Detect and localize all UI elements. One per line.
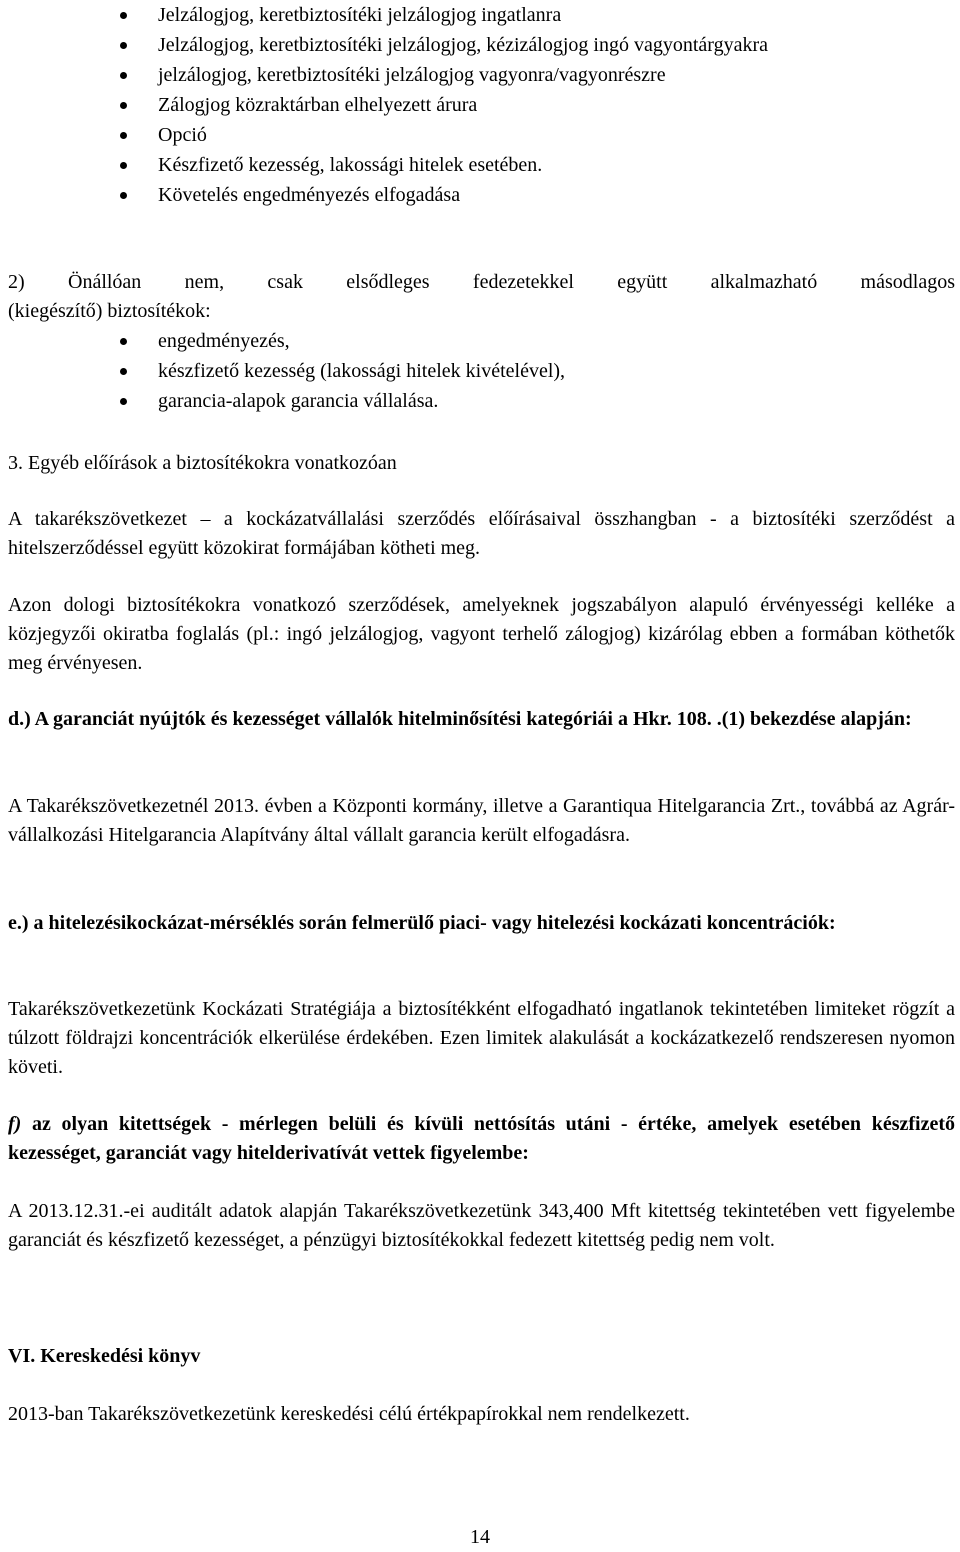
bullet-icon [120, 192, 127, 199]
bullet-icon [120, 338, 127, 345]
list-item: Zálogjog közraktárban elhelyezett árura [8, 90, 955, 120]
list-item: Jelzálogjog, keretbiztosítéki jelzálogjog ingatlanra [8, 0, 955, 30]
list-item: jelzálogjog, keretbiztosítéki jelzálogjog vagyonra/vagyonrészre [8, 60, 955, 90]
list-item: készfizető kezesség (lakossági hitelek kivételével), [8, 356, 955, 386]
bullet-icon [120, 102, 127, 109]
section-2 [8, 268, 955, 416]
section-3-heading: 3. Egyéb előírások a biztosítékokra vonatkozóan [8, 452, 397, 474]
section-d-heading: d.) A garanciát nyújtók és kezességet vállalók hitelminősítési kategóriái a Hkr. 108. .(1) bekezdése alapján: [8, 708, 912, 730]
bullet-icon [120, 132, 127, 139]
section-3-para-1: A takarékszövetkezet – a kockázatvállalási szerződés előírásaival összhangban - a biztosítéki szerződést a hitelszerződéssel együtt közokirat formájában kötheti meg. [8, 508, 955, 559]
section-e-heading: e.) a hitelezésikockázat-mérséklés során felmerülő piaci- vagy hitelezési kockázati koncentrációk: [8, 912, 836, 934]
bullet-icon [120, 12, 127, 19]
section-f-heading: f) az olyan kitettségek - mérlegen belüli és kívüli nettósítás utáni - értéke, amelyek esetében készfizető kezességet, garanciát vagy hitelderivatívát vettek figyelembe: [8, 1113, 955, 1164]
section-2-line2: (kiegészítő) biztosítékok: [8, 300, 211, 322]
list-item: Opció [8, 120, 955, 150]
list-item: garancia-alapok garancia vállalása. [8, 386, 955, 416]
list-item: Követelés engedményezés elfogadása [8, 180, 955, 210]
collateral-list [8, 0, 955, 210]
page-number: 14 [470, 1526, 490, 1548]
section-d-para: A Takarékszövetkezetnél 2013. évben a Központi kormány, illetve a Garantiqua Hitelgarancia Zrt., továbbá az Agrár-vállalkozási Hitelgarancia Alapítvány által vállalt garancia került elfogadásra. [8, 795, 955, 846]
section-3-para-2: Azon dologi biztosítékokra vonatkozó szerződések, amelyeknek jogszabályon alapuló érvényességi kelléke a közjegyzői okiratba foglalás (pl.: ingó jelzálogjog, vagyont terhelő zálogjog) kizárólag ebben a formában köthetők meg érvényesen. [8, 594, 955, 674]
bullet-icon [120, 162, 127, 169]
section-2-line1: 2) Önállóan nem, csak elsődleges fedezetekkel együtt alkalmazható másodlagos [8, 271, 955, 293]
list-item: Készfizető kezesség, lakossági hitelek esetében. [8, 150, 955, 180]
bullet-icon [120, 42, 127, 49]
bullet-icon [120, 368, 127, 375]
section-vi-para: 2013-ban Takarékszövetkezetünk kereskedési célú értékpapírokkal nem rendelkezett. [8, 1403, 690, 1425]
bullet-icon [120, 72, 127, 79]
secondary-collateral-list [8, 326, 955, 416]
section-vi-heading: VI. Kereskedési könyv [8, 1345, 201, 1367]
bullet-icon [120, 398, 127, 405]
section-e-para: Takarékszövetkezetünk Kockázati Stratégiája a biztosítékként elfogadható ingatlanok tekintetében limiteket rögzít a túlzott földrajzi koncentrációk elkerülése érdekében. Ezen limitek alakulását a kockázatkezelő rendszeresen nyomon követi. [8, 998, 955, 1078]
list-item: engedményezés, [8, 326, 955, 356]
section-f-para: A 2013.12.31.-ei auditált adatok alapján Takarékszövetkezetünk 343,400 Mft kitettség tekintetében vett figyelembe garanciát és készfizető kezességet, a pénzügyi biztosítékokkal fedezett kitettség pedig nem volt. [8, 1200, 955, 1251]
list-item: Jelzálogjog, keretbiztosítéki jelzálogjog, kézizálogjog ingó vagyontárgyakra [8, 30, 955, 60]
